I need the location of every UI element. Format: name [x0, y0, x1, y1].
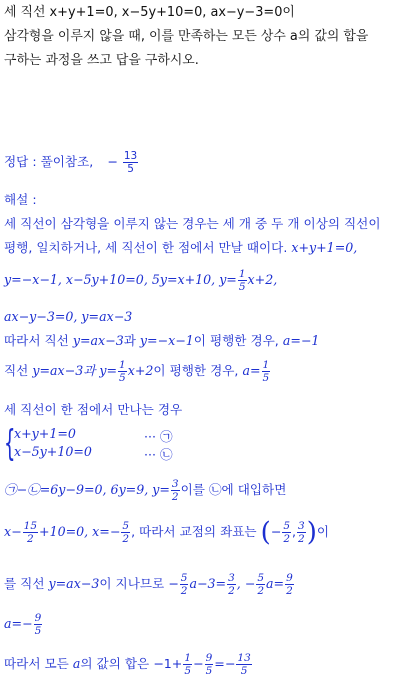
fraction-denominator: 2 — [180, 585, 188, 597]
solution-line-12-math-a: a — [72, 656, 81, 671]
solution-line-5-math-c: a=−1 — [282, 333, 320, 348]
question-line-2: 삼각형을 이루지 않을 때, 이를 만족하는 모든 상수 a의 값의 합을 — [4, 29, 369, 44]
solution-line-8 — [4, 478, 286, 503]
system-dots-2: ··· — [144, 447, 157, 462]
fraction-numerator: 5 — [283, 520, 291, 532]
solution-line-12-fraction-b — [205, 652, 214, 677]
answer-numerator: 13 — [123, 150, 138, 162]
system-mark-1 — [144, 426, 173, 445]
solution-line-10-fraction-b — [227, 572, 236, 597]
fraction-numerator: 1 — [119, 359, 126, 371]
fraction-denominator: 5 — [205, 665, 213, 677]
solution-line-12-text-b: 의 값의 합은 −1+ — [80, 656, 183, 671]
solution-line-9-math-b: +10=0, x=− — [39, 524, 121, 539]
solution-line-12 — [4, 652, 253, 677]
system-mark-2 — [144, 444, 173, 463]
solution-line-9-fraction-d — [297, 520, 306, 545]
system-equation-1: x+y+1=0 — [14, 426, 76, 441]
solution-line-6-text-b: 과 y= — [83, 363, 118, 378]
solution-line-7: 세 직선이 한 점에서 만나는 경우 — [4, 402, 183, 417]
solution-line-5 — [4, 333, 319, 349]
fraction-numerator: 9 — [205, 652, 213, 664]
fraction-denominator: 5 — [184, 665, 192, 677]
circled-mark-2: ㉡ — [160, 447, 173, 462]
fraction-denominator: 5 — [238, 281, 246, 293]
solution-line-6-math-c: a= — [242, 363, 261, 378]
solution-line-8-text: 이를 ㉡에 대입하면 — [180, 482, 287, 497]
solution-line-8-fraction — [171, 478, 180, 503]
circled-mark-1: ㉠ — [160, 429, 173, 444]
solution-line-6 — [4, 359, 271, 384]
solution-line-9-text: , 따라서 교점의 좌표는 — [131, 524, 257, 539]
solution-line-4: ax−y−3=0, y=ax−3 — [4, 309, 133, 324]
fraction-numerator: 1 — [262, 359, 270, 371]
fraction-denominator: 2 — [228, 585, 235, 597]
solution-line-6-fraction-b — [262, 359, 271, 384]
fraction-denominator: 2 — [286, 585, 293, 597]
answer-denominator: 5 — [127, 163, 134, 175]
system-equation-2: x−5y+10=0 — [14, 444, 92, 459]
solution-line-6-fraction-a — [118, 359, 127, 384]
solution-line-12-math-b: − — [193, 656, 204, 671]
solution-line-5-text-b: 과 — [123, 333, 136, 348]
solution-line-12-fraction-c — [236, 652, 251, 677]
fraction-denominator: 2 — [283, 533, 291, 545]
fraction-denominator: 5 — [240, 665, 248, 677]
solution-line-10-math-d: a= — [266, 576, 285, 591]
solution-line-10-fraction-c — [256, 572, 265, 597]
fraction-denominator: 2 — [257, 585, 265, 597]
answer-sign: − — [107, 154, 118, 169]
solution-line-9-math-a: x− — [4, 524, 22, 539]
solution-header: 해설 : — [4, 192, 37, 207]
solution-line-9-text-end: 이 — [316, 524, 330, 539]
solution-line-2-math: x+y+1=0, — [291, 240, 358, 255]
solution-line-9-fraction-c — [282, 520, 291, 545]
answer-fraction — [123, 150, 138, 175]
solution-line-11 — [4, 612, 43, 637]
solution-line-2 — [4, 240, 357, 256]
solution-line-10-text-b: 이 지나므로 − — [99, 576, 179, 591]
fraction-numerator: 1 — [238, 268, 246, 280]
fraction-denominator: 2 — [27, 533, 34, 545]
solution-line-10-math-b: a−3= — [189, 576, 227, 591]
solution-line-11-math: a=− — [4, 616, 33, 631]
solution-line-6-text-a: 직선 — [4, 363, 29, 378]
solution-line-9-fraction-b — [121, 520, 130, 545]
fraction-numerator: 5 — [122, 520, 130, 532]
fraction-numerator: 3 — [228, 572, 235, 584]
question-line-1: 세 직선 x+y+1=0, x−5y+10=0, ax−y−3=0이 — [4, 5, 295, 20]
fraction-numerator: 9 — [286, 572, 293, 584]
solution-line-12-fraction-a — [183, 652, 192, 677]
solution-line-10-fraction-a — [180, 572, 189, 597]
answer-line — [4, 150, 139, 175]
fraction-denominator: 5 — [262, 372, 270, 384]
system-dots-1: ··· — [144, 429, 157, 444]
solution-line-3-fraction — [238, 268, 247, 293]
fraction-numerator: 3 — [171, 478, 179, 490]
fraction-numerator: 5 — [257, 572, 265, 584]
solution-line-10-fraction-d — [285, 572, 294, 597]
fraction-numerator: 1 — [184, 652, 192, 664]
solution-line-6-math-a: y=ax−3 — [32, 363, 84, 378]
solution-line-10-math-c: , − — [236, 576, 256, 591]
solution-line-6-math-b: x+2 — [127, 363, 154, 378]
fraction-numerator: 15 — [23, 520, 38, 532]
solution-line-5-math-b: y=−x−1 — [139, 333, 194, 348]
solution-line-8-math: ㉠−㉡=6y−9=0, 6y=9, y= — [4, 482, 170, 497]
solution-line-5-math-a: y=ax−3 — [72, 333, 124, 348]
fraction-numerator: 3 — [298, 520, 305, 532]
fraction-numerator: 13 — [237, 652, 251, 664]
fraction-denominator: 2 — [171, 491, 179, 503]
solution-line-5-text-c: 이 평행한 경우, — [193, 333, 279, 348]
solution-line-12-math-c: =− — [214, 656, 236, 671]
fraction-numerator: 5 — [180, 572, 188, 584]
solution-line-12-text-a: 따라서 모든 — [4, 656, 69, 671]
fraction-denominator: 5 — [119, 372, 126, 384]
solution-line-5-text-a: 따라서 직선 — [4, 333, 69, 348]
question-line-3: 구하는 과정을 쓰고 답을 구하시오. — [4, 53, 199, 68]
solution-line-3-math-a: y=−x−1, x−5y+10=0, 5y=x+10, y= — [4, 272, 237, 287]
solution-line-10-text-a: 를 직선 — [4, 576, 45, 591]
solution-line-10 — [4, 572, 295, 597]
fraction-denominator: 2 — [122, 533, 130, 545]
system-brace: { — [4, 423, 16, 464]
solution-line-6-text-c: 이 평행한 경우, — [153, 363, 239, 378]
solution-line-2-text: 평행, 일치하거나, 세 직선이 한 점에서 만날 때이다. — [4, 240, 288, 255]
fraction-numerator: 9 — [34, 612, 42, 624]
solution-line-10-math-a: y=ax−3 — [48, 576, 100, 591]
fraction-denominator: 5 — [34, 625, 42, 637]
solution-line-11-fraction — [34, 612, 43, 637]
fraction-denominator: 2 — [298, 533, 305, 545]
solution-line-1: 세 직선이 삼각형을 이루지 않는 경우는 세 개 중 두 개 이상의 직선이 — [4, 216, 381, 231]
solution-line-9-fraction-a — [23, 520, 38, 545]
answer-label: 정답 : 풀이참조, — [4, 154, 94, 169]
solution-line-3-math-b: x+2, — [247, 272, 278, 287]
solution-line-3 — [4, 268, 277, 293]
solution-line-9: x− $\frac{15}{2}$ +10=0, x=− $\frac{5}{2}$ , 따라서 교점의 좌표는 (− $\frac{5}{2}$ , $\frac{3}{2}$ )이 — [4, 517, 330, 548]
